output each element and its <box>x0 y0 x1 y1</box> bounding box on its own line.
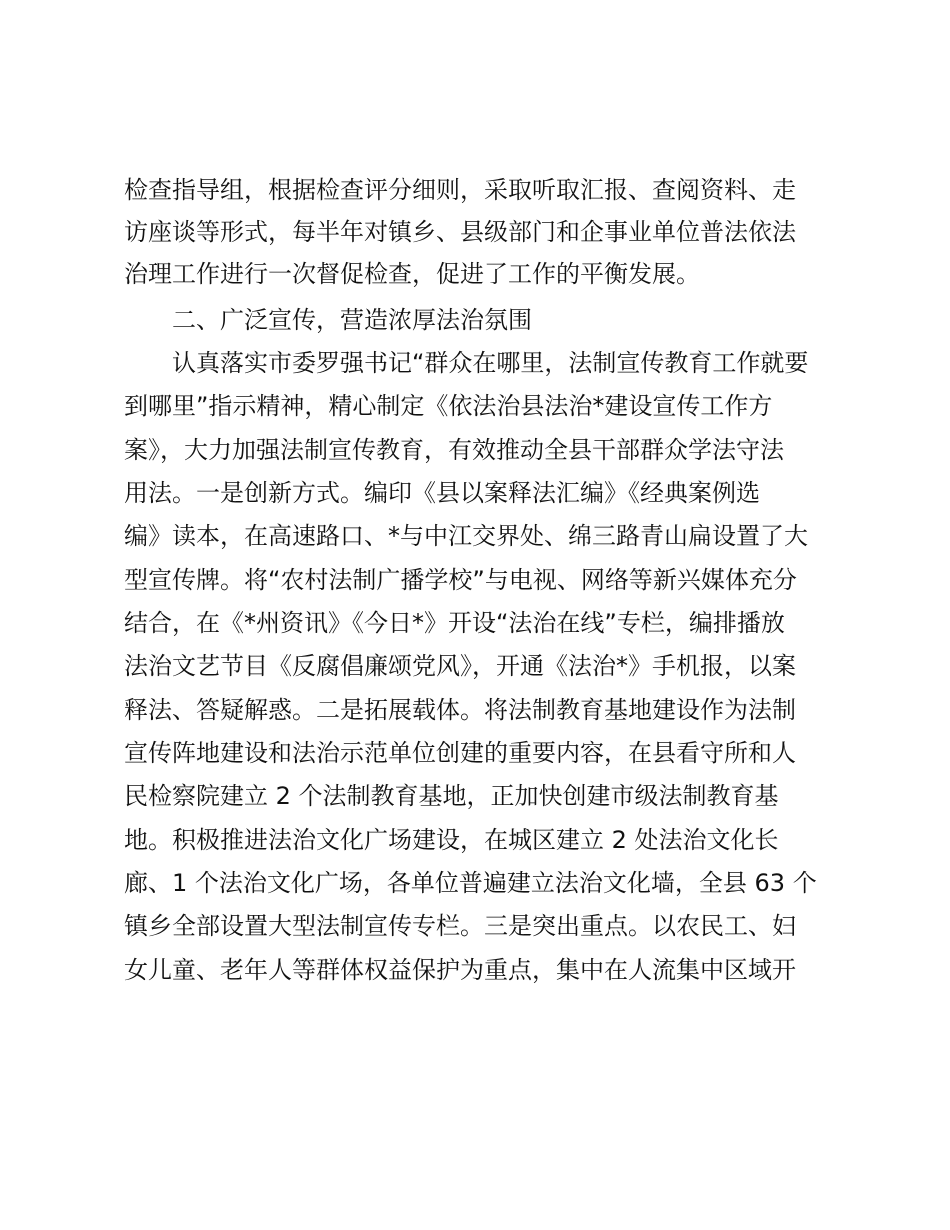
paragraph-line: 民检察院建立 2 个法制教育基地，正加快创建市级法制教育基 <box>124 782 779 810</box>
paragraph-line: 宣传阵地建设和法治示范单位创建的重要内容，在县看守所和人 <box>124 739 796 767</box>
paragraph-line: 编》读本，在高速路口、*与中江交界处、绵三路青山扁设置了大 <box>124 522 808 550</box>
paragraph-line: 廊、1 个法治文化广场，各单位普遍建立法治文化墙，全县 63 个 <box>124 869 817 897</box>
section-heading: 二、广泛宣传，营造浓厚法治氛围 <box>172 306 532 334</box>
paragraph-line: 法治文艺节目《反腐倡廉颂党风》，开通《法治*》手机报，以案 <box>124 652 796 680</box>
paragraph-line: 地。积极推进法治文化广场建设，在城区建立 2 处法治文化长 <box>124 826 779 854</box>
paragraph-line: 型宣传牌。将“农村法制广播学校”与电视、网络等新兴媒体充分 <box>124 566 797 594</box>
paragraph-line: 释法、答疑解惑。二是拓展载体。将法制教育基地建设作为法制 <box>124 696 796 724</box>
paragraph-line: 用法。一是创新方式。编印《县以案释法汇编》《经典案例选 <box>124 479 760 507</box>
paragraph-line: 治理工作进行一次督促检查，促进了工作的平衡发展。 <box>124 260 700 288</box>
paragraph-line: 女儿童、老年人等群体权益保护为重点，集中在人流集中区域开 <box>124 956 796 984</box>
paragraph-line: 到哪里”指示精神，精心制定《依法治县法治*建设宣传工作方 <box>124 392 773 420</box>
paragraph-line: 检查指导组，根据检查评分细则，采取听取汇报、查阅资料、走 <box>124 176 796 204</box>
paragraph-line: 案》，大力加强法制宣传教育，有效推动全县干部群众学法守法 <box>124 436 784 464</box>
paragraph-line: 访座谈等形式，每半年对镇乡、县级部门和企事业单位普法依法 <box>124 218 796 246</box>
paragraph-line: 镇乡全部设置大型法制宣传专栏。三是突出重点。以农民工、妇 <box>124 912 796 940</box>
paragraph-line: 认真落实市委罗强书记“群众在哪里，法制宣传教育工作就要 <box>172 349 809 377</box>
paragraph-line: 结合，在《*州资讯》《今日*》开设“法治在线”专栏，编排播放 <box>124 609 785 637</box>
